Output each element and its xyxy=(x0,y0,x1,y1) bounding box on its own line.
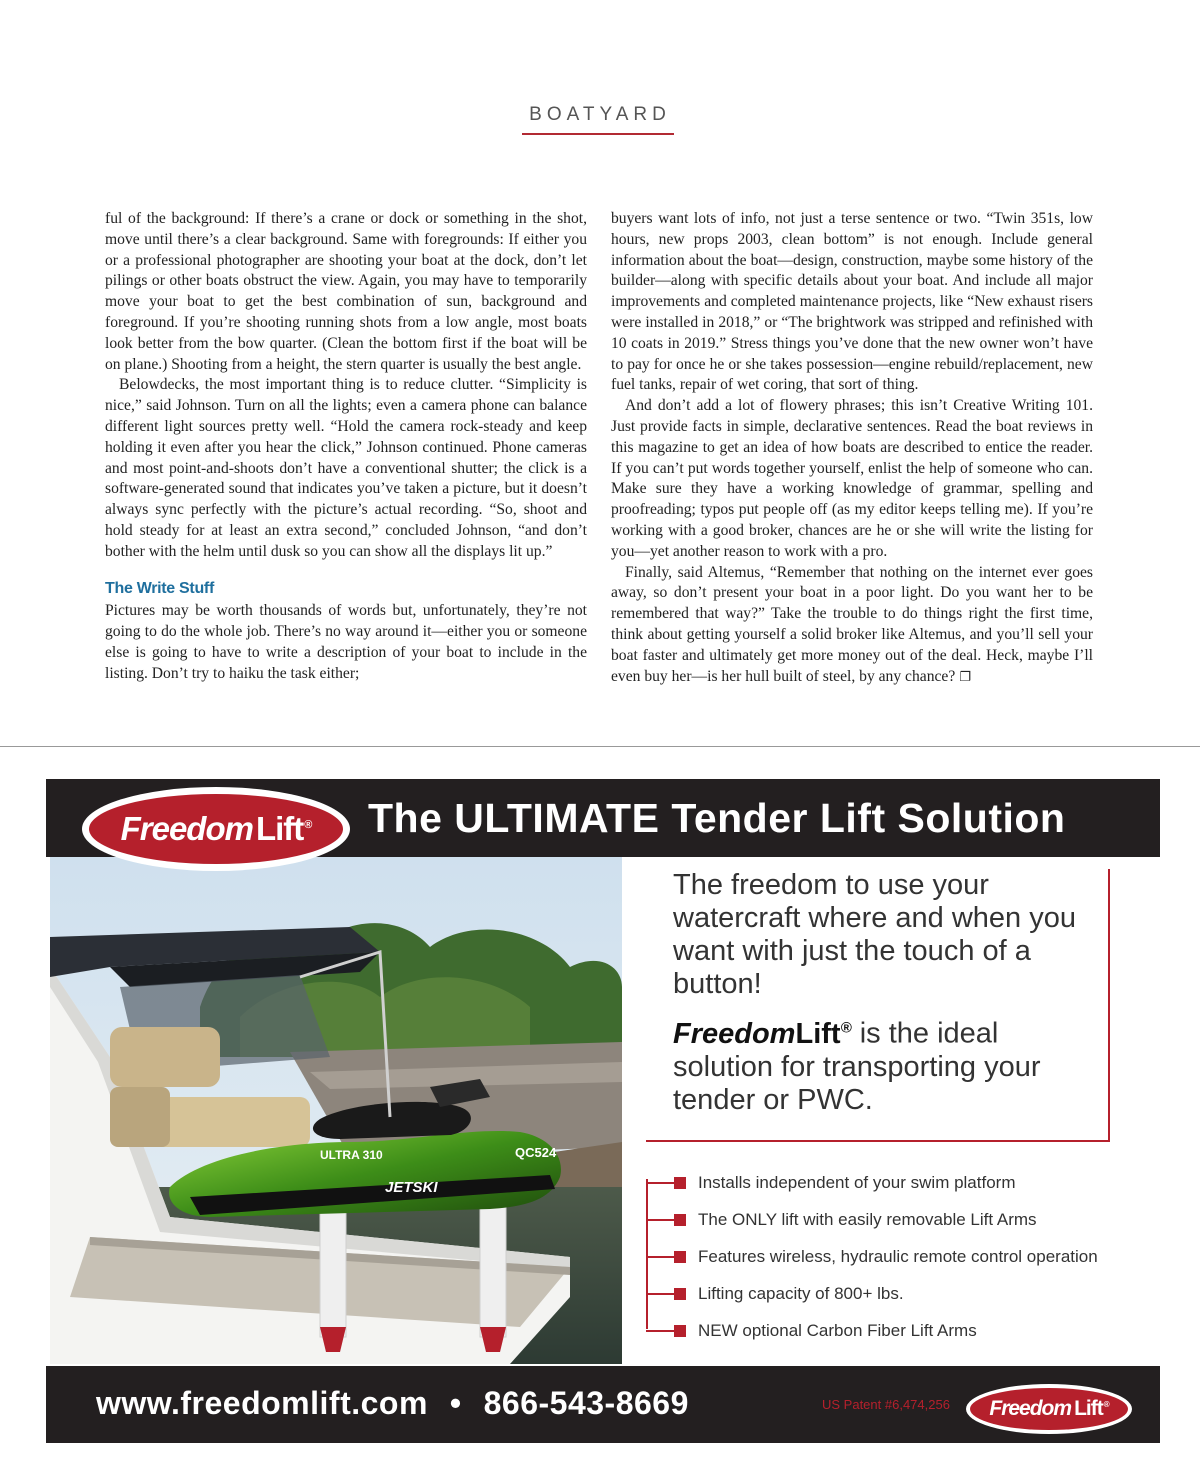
separator-dot: • xyxy=(449,1385,462,1421)
bullet-square-icon xyxy=(674,1177,686,1189)
tagline-ideal-solution xyxy=(673,1011,1103,1117)
jetski-registration-text: QC524 xyxy=(515,1145,557,1160)
logo-word-lift: Lift xyxy=(1074,1397,1103,1420)
feature-item xyxy=(646,1201,1146,1238)
logo-word-freedom: Freedom xyxy=(120,810,253,847)
freedomlift-advertisement[interactable] xyxy=(46,779,1160,1443)
feature-list xyxy=(646,1164,1146,1349)
feature-text: Lifting capacity of 800+ lbs. xyxy=(698,1283,904,1303)
bullet-square-icon xyxy=(674,1251,686,1263)
end-mark-icon: ❐ xyxy=(959,669,971,685)
article-paragraph: buyers want lots of info, not just a terse sentence or two. “Twin 351s, low hours, new props 2003, clean bottom” is not enough. Include general information about the boat—design, construction, maybe some history of the builder—along with specific details about your boat. And include all major improvements and completed maintenance projects, like “New exhaust risers were installed in 2018,” or “The brightwork was stripped and refinished with 10 coats in 2019.” Stress things you’ve done that the new owner won’t have to pay for once he or she takes possession—engine rebuild/replacement, new fuel tanks, repair of wet coring, that sort of thing. xyxy=(611,210,1093,394)
tagline-rest: is the ideal solution for transporting your tender or PWC. xyxy=(673,1017,1041,1116)
feature-item xyxy=(646,1238,1146,1275)
tagline-bracket-vertical xyxy=(1108,869,1110,1141)
ad-headline: The ULTIMATE Tender Lift Solution xyxy=(368,795,1066,841)
article-column-right xyxy=(611,209,1093,688)
section-header: BOATYARD xyxy=(529,104,671,125)
article-paragraph-final xyxy=(611,563,1093,689)
bullet-square-icon xyxy=(674,1325,686,1337)
article-paragraph: Belowdecks, the most important thing is to reduce clutter. “Simplicity is nice,” said Johnson. Turn on all the lights; even a camera phone can balance different light sources pretty well. “Hold the camera rock-steady and keep holding it even after you hear the click,” Johnson continued. Phone cameras and most point-and-shoots don’t have a conventional shutter; the click is a software-generated sound that indicates you’ve taken a picture, but it doesn’t always sync perfectly with the picture’s actual recording. “So, shoot and hold steady for at least an extra second,” concluded Johnson, “and don’t bother with the helm until dusk so you can show all the displays lit up.” xyxy=(105,376,587,560)
logo-registered-mark: ® xyxy=(304,819,312,831)
tagline-freedom: The freedom to use your watercraft where and when you want with just the touch of a button! xyxy=(673,869,1076,1000)
jetski-brand-text: JETSKI xyxy=(385,1179,438,1196)
ad-contact-line xyxy=(96,1385,689,1422)
logo-word-lift: Lift xyxy=(255,810,304,847)
tagline-brand-lift: Lift xyxy=(795,1017,841,1050)
jetski-on-boat-photo xyxy=(50,857,622,1364)
tagline-brand-freedom: Freedom xyxy=(673,1017,796,1050)
ad-body xyxy=(46,857,1160,1366)
phone-number[interactable]: 866-543-8669 xyxy=(483,1385,689,1421)
article-paragraph: And don’t add a lot of flowery phrases; this isn’t Creative Writing 101. Just provide facts in simple, declarative sentences. Read the boat reviews in this magazine to get an idea of how boats are described to entice the reader. If you can’t put words together yourself, enlist the help of someone who can. Make sure they have a working knowledge of grammar, spelling and proofreading; typos put people off (as my editor keeps telling me). If you’re working with a good broker, chances are he or she will write the listing for you—yet another reason to work with a pro. xyxy=(611,397,1093,560)
feature-text: Features wireless, hydraulic remote control operation xyxy=(698,1246,1098,1266)
patent-number: US Patent #6,474,256 xyxy=(822,1397,950,1412)
jetski-model-text: ULTRA 310 xyxy=(320,1148,383,1162)
page-divider xyxy=(0,746,1200,747)
freedomlift-logo-small xyxy=(966,1384,1132,1434)
feature-item xyxy=(646,1275,1146,1312)
logo-word-freedom: Freedom xyxy=(989,1397,1072,1420)
feature-text: NEW optional Carbon Fiber Lift Arms xyxy=(698,1320,977,1340)
feature-item xyxy=(646,1312,1146,1349)
feature-text: Installs independent of your swim platform xyxy=(698,1172,1016,1192)
tagline-registered-mark: ® xyxy=(840,1019,852,1036)
website-link[interactable]: www.freedomlift.com xyxy=(96,1385,428,1421)
bullet-square-icon xyxy=(674,1214,686,1226)
article-subhead: The Write Stuff xyxy=(105,579,214,597)
article-paragraph: ful of the background: If there’s a crane or dock or something in the shot, move until there’s a clear background. Same with foregrounds: If either you or a professional photographer are shooting your boat at the dock, don’t let pilings or other boats obstruct the view. Again, you may have to temporarily move your boat to get the best combination of sun, background and foreground. If you’re shooting running shots from a low angle, most boats look better from the bow quarter. (Clean the bottom first if the boat will be on plane.) Shooting from a height, the stern quarter is usually the best angle. xyxy=(105,210,587,373)
ad-tagline xyxy=(673,869,1103,1127)
logo-registered-mark: ® xyxy=(1103,1400,1109,1409)
feature-text: The ONLY lift with easily removable Lift Arms xyxy=(698,1209,1037,1229)
freedomlift-logo xyxy=(82,787,350,871)
feature-item xyxy=(646,1164,1146,1201)
article-column-left xyxy=(105,209,587,685)
bullet-square-icon xyxy=(674,1288,686,1300)
article-paragraph-text: Finally, said Altemus, “Remember that nothing on the internet ever goes away, so don’t present your boat in a poor light. Do you want her to be remembered that way?” Take the trouble to do things right the first time, think about getting yourself a solid broker like Altemus, and you’ll sell your boat faster and ultimately get more money out of the deal. Heck, maybe I’ll even buy her—is her hull built of steel, by any chance? xyxy=(611,563,1093,685)
tagline-bracket-horizontal xyxy=(646,1140,1110,1142)
section-rule xyxy=(522,133,674,135)
article-paragraph: Pictures may be worth thousands of words but, unfortunately, they’re not going to do the whole job. There’s no way around it—either you or someone else is going to have to write a description of your boat to include in the listing. Don’t try to haiku the task either; xyxy=(105,602,587,682)
